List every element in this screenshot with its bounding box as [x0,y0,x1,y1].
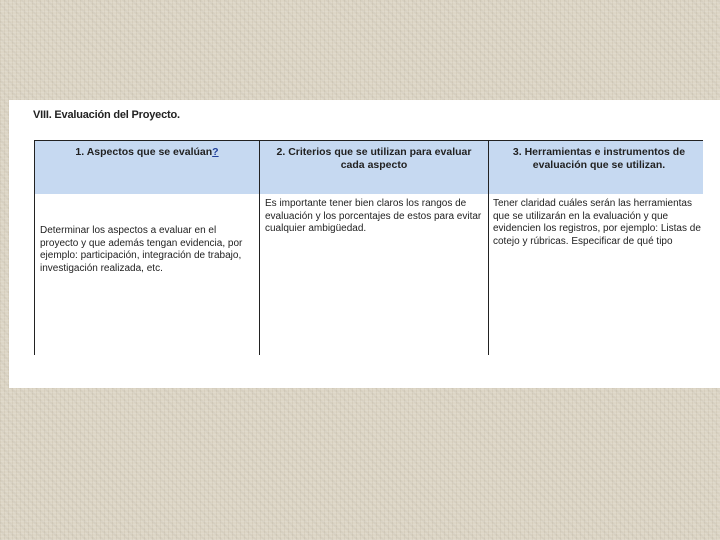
cell-herramientas-body: Tener claridad cuáles serán las herramientas que se utilizarán en la evaluación y que evidencien los registros, por ejemplo: Listas de cotejo y rúbricas. Especificar de qué tipo [493,198,701,247]
cell-aspectos-body: Determinar los aspectos a evaluar en el proyecto y que además tengan evidencia, por ejemplo: participación, integración de trabajo, investigación realizada, etc. [40,225,243,274]
section-title: VIII. Evaluación del Proyecto. [33,109,180,121]
table-border-left [34,140,35,355]
column-header-suffix: ? [212,146,219,158]
column-header-herramientas: 3. Herramientas e instrumentos de evaluación que se utilizan. [512,146,686,171]
column-header-aspectos [39,146,255,159]
document-page [9,100,720,388]
column-header-text: 1. Aspectos que se evalúan [75,146,213,158]
column-divider-2 [488,140,489,355]
cell-criterios-body: Es importante tener bien claros los rangos de evaluación y los porcentajes de estos para evitar cualquier ambigüedad. [265,198,482,234]
column-divider-1 [259,140,260,355]
column-header-criterios: 2. Criterios que se utilizan para evaluar cada aspecto [276,146,472,171]
